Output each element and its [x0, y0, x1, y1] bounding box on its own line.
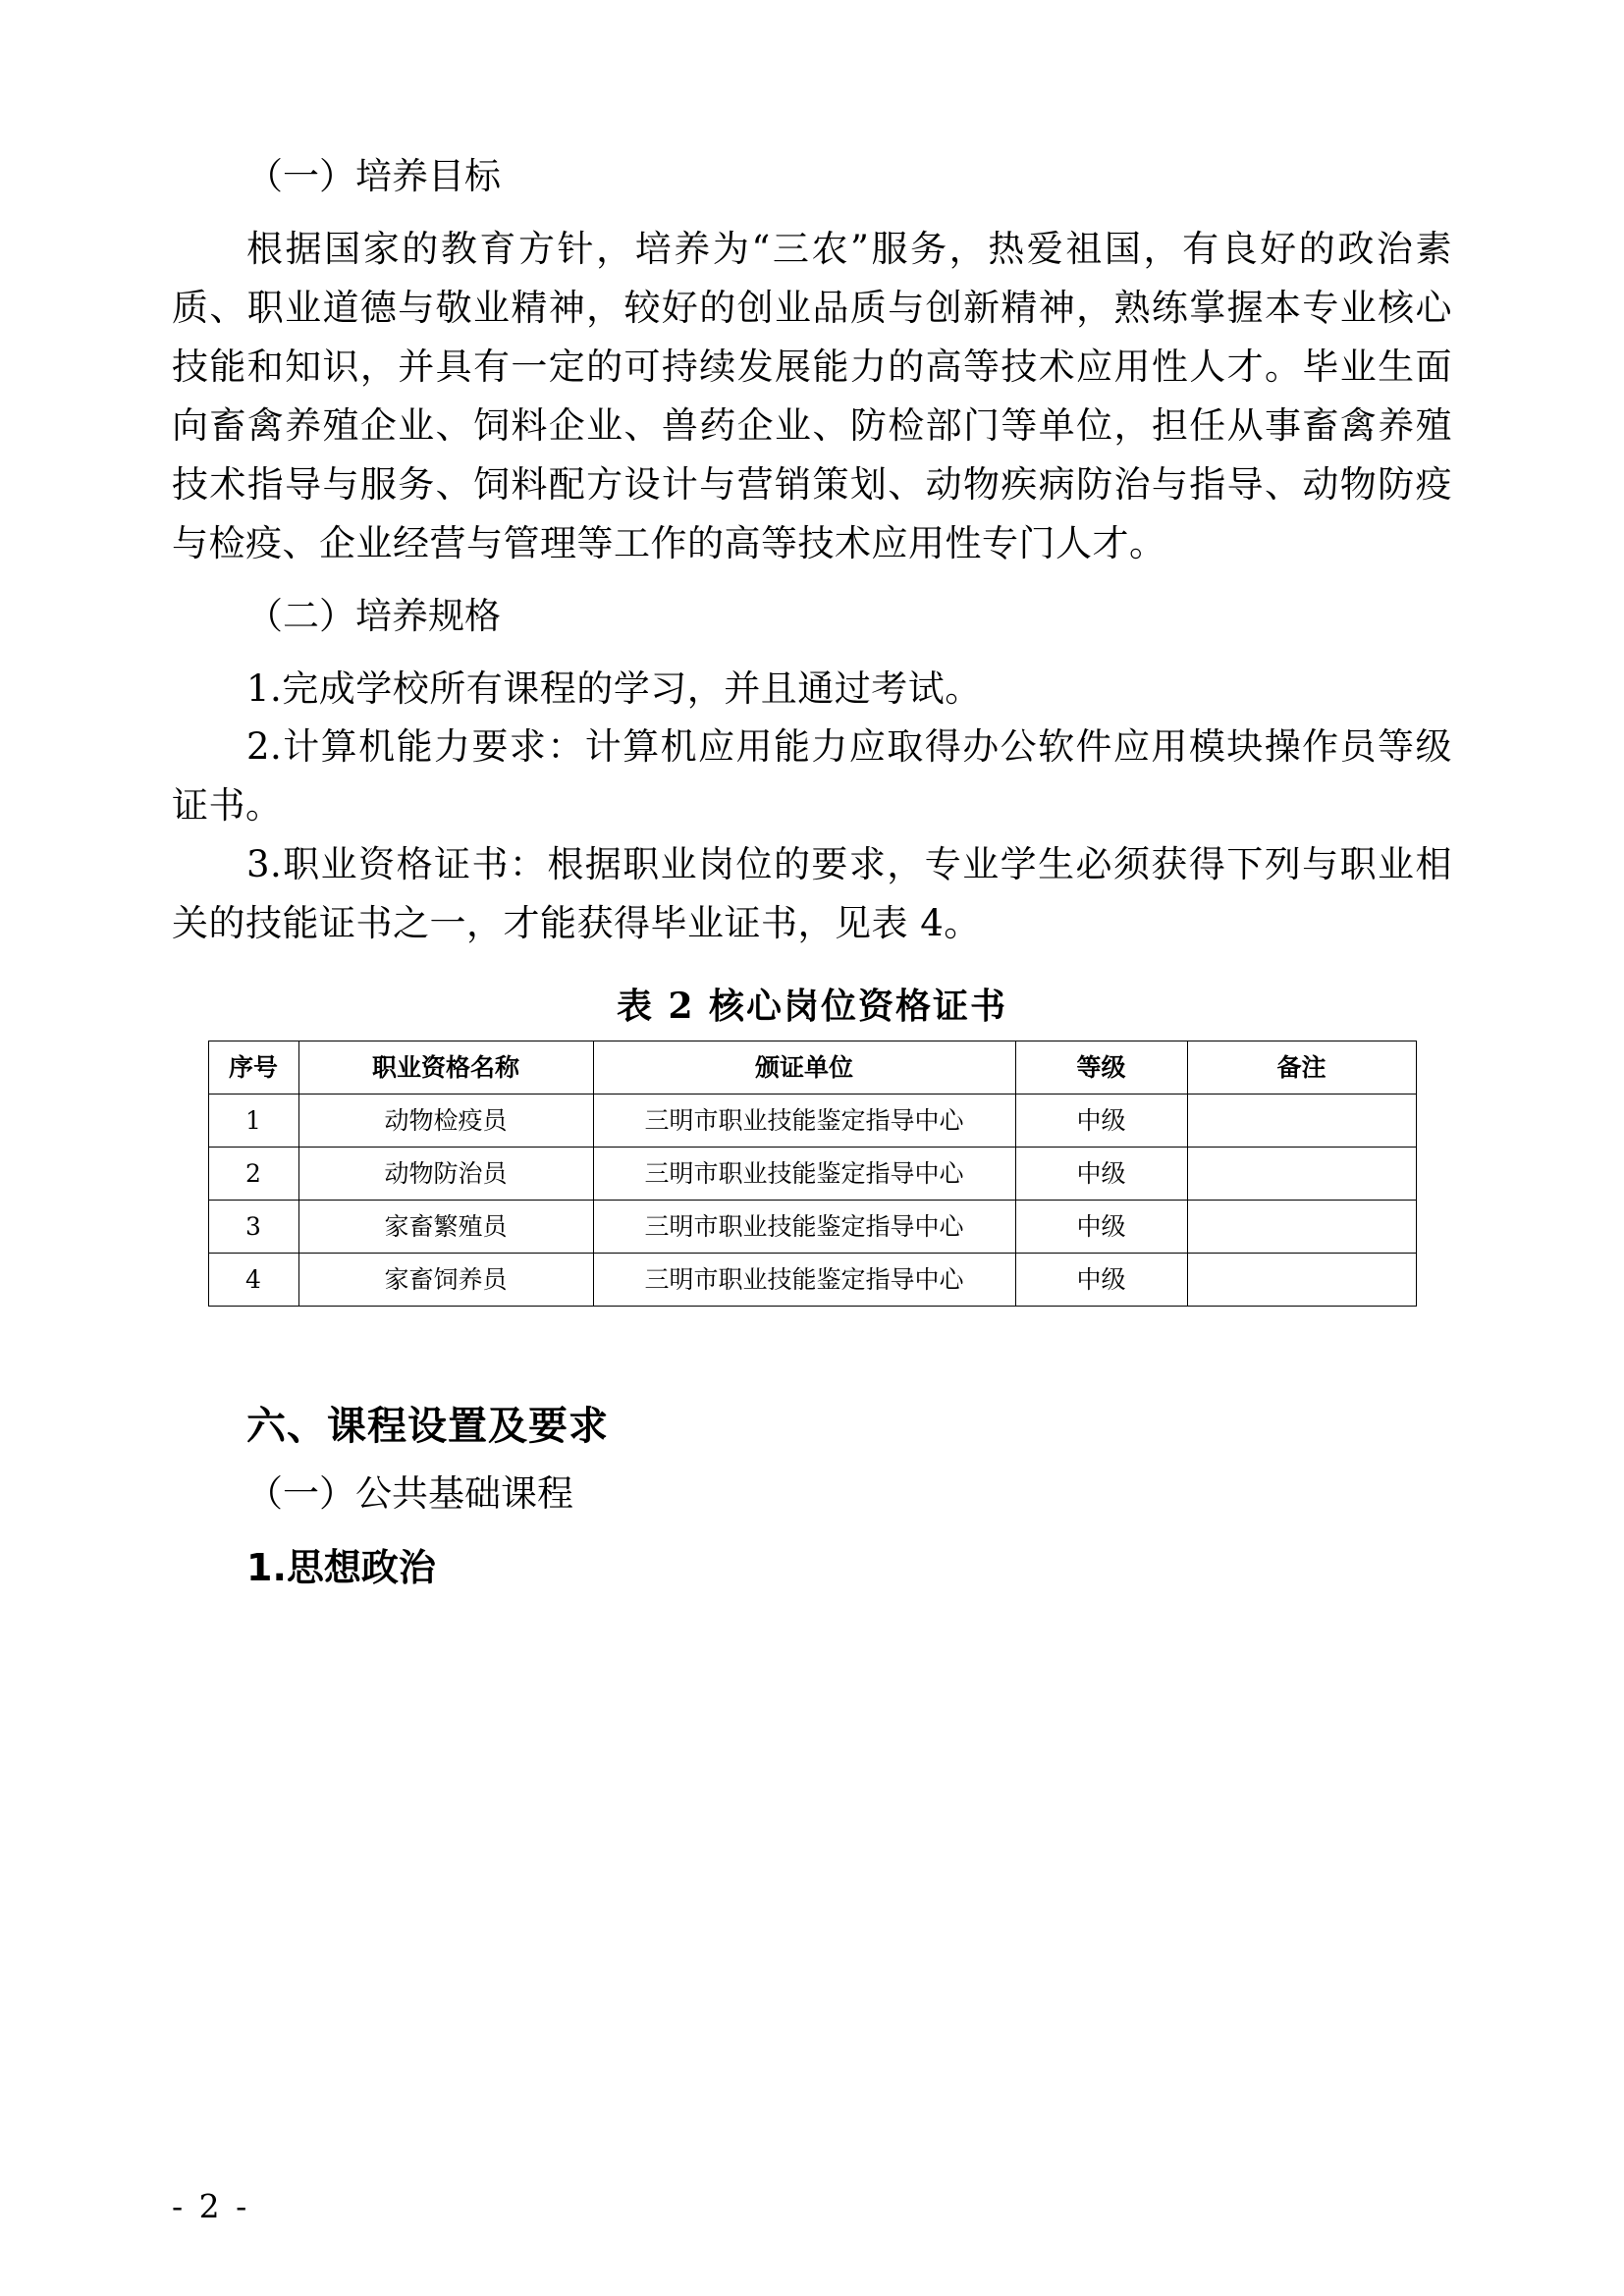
heading-training-objective: （一）培养目标	[246, 155, 501, 197]
column-header-note: 备注	[1187, 1041, 1416, 1095]
cell-no: 1	[208, 1095, 298, 1148]
spacer	[172, 646, 1452, 660]
paragraph-spec-1: 1.完成学校所有课程的学习，并且通过考试。	[246, 667, 982, 710]
spacer	[172, 1523, 1452, 1537]
cell-note	[1187, 1095, 1416, 1148]
heading-training-spec: （二）培养规格	[246, 594, 501, 637]
paragraph-spec-3: 3.职业资格证书：根据职业岗位的要求，专业学生必须获得下列与职业相关的技能证书之一，才能获得毕业证书，见表 4。	[172, 843, 1452, 945]
column-header-org: 颁证单位	[593, 1041, 1015, 1095]
spacer	[172, 206, 1452, 220]
column-header-level: 等级	[1015, 1041, 1187, 1095]
table-row	[208, 1254, 1416, 1307]
page-number: - 2 -	[172, 2187, 250, 2225]
cell-note	[1187, 1254, 1416, 1307]
paragraph-training-objective: 根据国家的教育方针，培养为“三农”服务，热爱祖国，有良好的政治素质、职业道德与敬业精神，较好的创业品质与创新精神，熟练掌握本专业核心技能和知识，并具有一定的可持续发展能力的高等技术应用性人才。毕业生面向畜禽养殖企业、饲料企业、兽药企业、防检部门等单位，担任从事畜禽养殖技术指导与服务、饲料配方设计与营销策划、动物疾病防治与指导、动物防疫与检疫、企业经营与管理等工作的高等技术应用性专门人才。	[172, 227, 1452, 564]
cell-level: 中级	[1015, 1095, 1187, 1148]
table-header-row	[208, 1041, 1416, 1095]
spacer	[172, 1307, 1452, 1365]
cell-name: 动物检疫员	[298, 1095, 593, 1148]
cell-name: 动物防治员	[298, 1148, 593, 1201]
cell-level: 中级	[1015, 1254, 1187, 1307]
cell-org: 三明市职业技能鉴定指导中心	[593, 1201, 1015, 1254]
table-row	[208, 1095, 1416, 1148]
cell-org: 三明市职业技能鉴定指导中心	[593, 1148, 1015, 1201]
column-header-no: 序号	[208, 1041, 298, 1095]
cell-org: 三明市职业技能鉴定指导中心	[593, 1254, 1015, 1307]
cell-note	[1187, 1148, 1416, 1201]
heading-public-basic-courses: （一）公共基础课程	[246, 1472, 573, 1516]
paragraph-spec-2: 2.计算机能力要求：计算机应用能力应取得办公软件应用模块操作员等级证书。	[172, 725, 1452, 828]
spacer	[172, 1451, 1452, 1465]
cell-no: 3	[208, 1201, 298, 1254]
table-row	[208, 1201, 1416, 1254]
heading-course-setup: 六、课程设置及要求	[246, 1404, 609, 1450]
table-row	[208, 1148, 1416, 1201]
cell-level: 中级	[1015, 1148, 1187, 1201]
table-title: 表 2 核心岗位资格证书	[616, 986, 1008, 1028]
cell-no: 4	[208, 1254, 298, 1307]
certificate-table	[208, 1041, 1417, 1307]
cell-name: 家畜饲养员	[298, 1254, 593, 1307]
column-header-name: 职业资格名称	[298, 1041, 593, 1095]
spacer	[172, 1365, 1452, 1395]
cell-name: 家畜繁殖员	[298, 1201, 593, 1254]
cell-note	[1187, 1201, 1416, 1254]
heading-ideological-politics: 1.思想政治	[246, 1546, 436, 1590]
spacer	[172, 573, 1452, 587]
cell-level: 中级	[1015, 1201, 1187, 1254]
cell-no: 2	[208, 1148, 298, 1201]
cell-org: 三明市职业技能鉴定指导中心	[593, 1095, 1015, 1148]
